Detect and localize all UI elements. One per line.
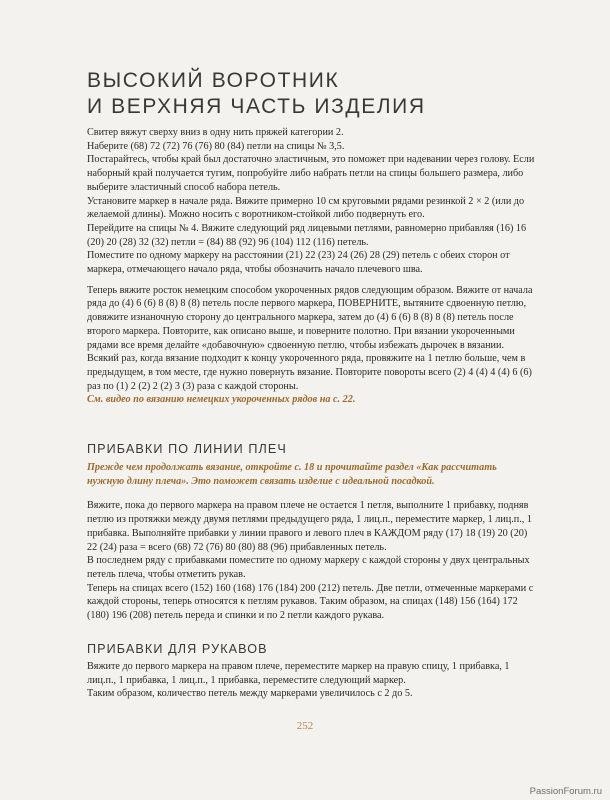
paragraph: Перейдите на спицы № 4. Вяжите следующий ряд лицевыми петлями, равномерно прибавляя (16) 16 (20) 20 (28) 32 (32) петли = (84) 88 (92) 96 (104) 112 (116) петель. (87, 222, 527, 248)
page-title-line-2: И ВЕРХНЯЯ ЧАСТЬ ИЗДЕЛИЯ (87, 95, 426, 118)
paragraph: Таким образом, количество петель между маркерами увеличилось с 2 до 5. (87, 688, 413, 700)
watermark: PassionForum.ru (529, 786, 602, 797)
paragraph: Вяжите, пока до первого маркера на правом плече не остается 1 петля, выполните 1 прибавку, подняв петлю из протяжки между двумя петлями предыдущего ряда, 1 лиц.п., переместите маркер, 1 лиц.п., 1 прибавка. Выполняйте прибавки у линии правого и левого плеч в КАЖДОМ ряду (17) 18 (19) 20 (20) 22 (24) раза = всего (68) 72 (76) 80 (80) 88 (96) прибавленных петель. (87, 500, 532, 553)
section-shoulders-text (87, 461, 535, 623)
page-title (87, 68, 426, 120)
paragraph: Установите маркер в начале ряда. Вяжите примерно 10 см круговыми рядами резинкой 2 × 2 (или до желаемой длины). Можно носить с воротником-стойкой либо подвернуть его. (87, 195, 525, 221)
paragraph: Теперь вяжите росток немецким способом укороченных рядов следующим образом. Вяжите от начала ряда до (4) 6 (6) 8 (8) 8 (8) петель после первого маркера, ПОВЕРНИТЕ, вытяните сдвоенную петлю, довяжите изнаночную сторону до центрального маркера, затем до (4) 6 (6) 8 (8) 8 (8) петель после второго маркера. Повторите, как описано выше, и поверните полотно. При вязании укороченными рядами все время делайте «добавочную» сдвоенную петлю, чтобы избежать дырочек в вязании. Всякий раз, когда вязание подходит к концу укороченного ряда, провяжите на 1 петлю больше, чем в предыдущем, в том месте, где нужно повернуть вязание. Повторите повороты всего (2) 4 (4) 4 (4) 6 (6) раз по (1) 2 (2) 2 (2) 3 (3) раза с каждой стороны. (87, 284, 533, 392)
page-number: 252 (296, 720, 314, 732)
paragraph: Поместите по одному маркеру на расстоянии (21) 22 (23) 24 (26) 28 (29) петель с обеих сторон от маркера, отмечающего начало ряда, чтобы обозначить начало плечевого шва. (87, 250, 510, 276)
paragraph: Постарайтесь, чтобы край был достаточно эластичным, это поможет при надевании через голову. Если наборный край получается тугим, попробуйте либо набрать петли на спицы большего размера, либо выберите эластичный способ набора петель. (87, 154, 535, 193)
section-collar-text (87, 126, 535, 407)
paragraph: Наберите (68) 72 (72) 76 (76) 80 (84) петли на спицы № 3,5. (87, 140, 345, 152)
section-heading-shoulders: ПРИБАВКИ ПО ЛИНИИ ПЛЕЧ (87, 442, 287, 456)
page-title-line-1: ВЫСОКИЙ ВОРОТНИК (87, 69, 340, 92)
shoulder-length-note: Прежде чем продолжать вязание, откройте с. 18 и прочитайте раздел «Как рассчитать нужную длину плеча». Это поможет связать изделие с идеальной посадкой. (87, 462, 497, 487)
paragraph: Теперь на спицах всего (152) 160 (168) 176 (184) 200 (212) петель. Две петли, отмеченные маркерами с каждой стороны, теперь относятся к петлям рукавов. Таким образом, на спицах (148) 156 (164) 172 (180) 196 (208) петель переда и спинки и по 2 петли каждого рукава. (87, 582, 534, 622)
video-reference-note: См. видео по вязанию немецких укороченных рядов на с. 22. (87, 394, 356, 406)
section-sleeves-text (87, 660, 535, 701)
paragraph: В последнем ряду с прибавками поместите по одному маркеру с каждой стороны у двух центральных петель плеча, чтобы отметить рукав. (87, 555, 530, 580)
paragraph: Свитер вяжут сверху вниз в одну нить пряжей категории 2. (87, 127, 344, 138)
section-heading-sleeves: ПРИБАВКИ ДЛЯ РУКАВОВ (87, 642, 268, 656)
paragraph: Вяжите до первого маркера на правом плече, переместите маркер на правую спицу, 1 прибавка, 1 лиц.п., 1 прибавка, 1 лиц.п., 1 прибавка, переместите следующий маркер. (87, 661, 510, 686)
